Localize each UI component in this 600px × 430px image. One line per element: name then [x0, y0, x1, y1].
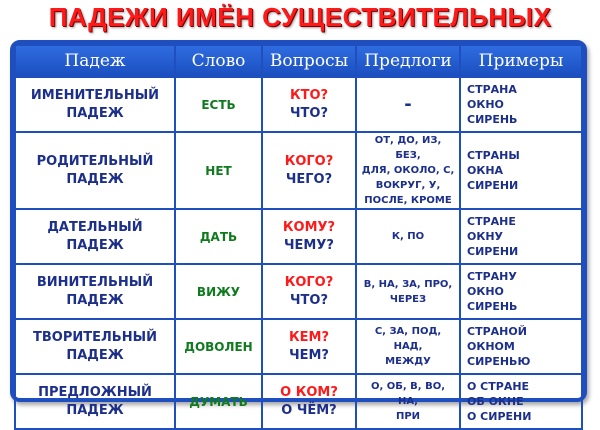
prepositions-cell — [356, 209, 460, 264]
preposition-line: ОТ, ДО, ИЗ, БЕЗ, — [374, 135, 442, 161]
case-name-cell — [15, 264, 175, 319]
case-name-cell — [15, 77, 175, 132]
auxiliary-word: ЕСТЬ — [175, 77, 262, 132]
preposition-line: ЧЕРЕЗ — [389, 293, 427, 305]
auxiliary-word: ДУМАТЬ — [175, 374, 262, 429]
example-word: СИРЕНИ — [467, 179, 519, 192]
prepositions-cell — [356, 319, 460, 374]
preposition-line: ПРИ — [395, 411, 421, 422]
question-animate: КЕМ? — [289, 329, 329, 345]
examples-cell — [460, 77, 582, 132]
example-word: СТРАНЫ — [467, 149, 520, 162]
example-word: ОБ ОКНЕ — [467, 395, 524, 408]
auxiliary-word: НЕТ — [175, 132, 262, 209]
example-word: ОКНОМ — [467, 340, 515, 353]
case-word-padezh: ПАДЕЖ — [66, 402, 124, 418]
questions-cell — [262, 209, 356, 264]
example-word: О СИРЕНИ — [467, 410, 532, 423]
case-name: ВИНИТЕЛЬНЫЙ — [36, 274, 154, 290]
question-animate: КТО? — [289, 87, 329, 103]
prepositions-cell — [356, 132, 460, 209]
question-animate: КОМУ? — [282, 219, 336, 235]
case-name: ПРЕДЛОЖНЫЙ — [38, 384, 152, 400]
questions-cell — [262, 264, 356, 319]
case-name: ТВОРИТЕЛЬНЫЙ — [33, 329, 157, 345]
auxiliary-word: ДАТЬ — [175, 209, 262, 264]
example-word: СИРЕНЬ — [467, 113, 518, 126]
question-animate: КОГО? — [284, 274, 334, 290]
table-row — [15, 132, 582, 209]
questions-cell — [262, 319, 356, 374]
examples-cell — [460, 319, 582, 374]
table-row — [15, 374, 582, 429]
examples-cell — [460, 132, 582, 209]
example-word: О СТРАНЕ — [467, 380, 530, 393]
example-word: СТРАНОЙ — [467, 325, 527, 338]
case-name-cell — [15, 132, 175, 209]
preposition-line: ДЛЯ, ОКОЛО, С, — [361, 165, 455, 176]
page-title: ПАДЕЖИ ИМЁН СУЩЕСТВИТЕЛЬНЫХ — [48, 2, 552, 32]
question-inanimate: ЧЕГО? — [285, 171, 333, 187]
question-inanimate: О ЧЁМ? — [281, 402, 337, 418]
case-name: ИМЕНИТЕЛЬНЫЙ — [30, 87, 160, 103]
case-word-padezh: ПАДЕЖ — [66, 347, 124, 363]
example-word: СТРАНУ — [467, 270, 517, 283]
example-word: ОКНО — [467, 285, 504, 298]
question-inanimate: ЧЕМ? — [289, 347, 329, 363]
prepositions-cell — [356, 77, 460, 132]
preposition-line: С, ЗА, ПОД, НАД, — [374, 326, 442, 352]
example-word: СТРАНЕ — [467, 215, 516, 228]
example-word: СИРЕНЬ — [467, 300, 518, 313]
examples-cell — [460, 264, 582, 319]
auxiliary-word: ВИЖУ — [175, 264, 262, 319]
questions-cell — [262, 374, 356, 429]
preposition-line: ПОСЛЕ, КРОМЕ — [364, 195, 452, 206]
case-word-padezh: ПАДЕЖ — [66, 171, 124, 187]
prepositions-cell — [356, 374, 460, 429]
question-animate: О КОМ? — [280, 384, 338, 400]
case-name-cell — [15, 374, 175, 429]
auxiliary-word: ДОВОЛЕН — [175, 319, 262, 374]
table-row — [15, 209, 582, 264]
table-row — [15, 77, 582, 132]
preposition-line: - — [404, 94, 412, 115]
case-name: РОДИТЕЛЬНЫЙ — [36, 153, 154, 169]
table-header-row — [15, 45, 582, 77]
header-examples: Примеры — [460, 45, 582, 77]
question-animate: КОГО? — [284, 153, 334, 169]
question-inanimate: ЧЕМУ? — [284, 237, 334, 253]
examples-cell — [460, 209, 582, 264]
case-word-padezh: ПАДЕЖ — [66, 105, 124, 121]
question-inanimate: ЧТО? — [290, 292, 328, 308]
case-name-cell — [15, 209, 175, 264]
example-word: СИРЕНИ — [467, 245, 519, 258]
preposition-line: В, НА, ЗА, ПРО, — [363, 278, 453, 290]
preposition-line: К, ПО — [391, 231, 425, 242]
case-name-cell — [15, 319, 175, 374]
cases-table-frame — [10, 40, 587, 423]
example-word: СИРЕНЬЮ — [467, 355, 531, 368]
preposition-line: ВОКРУГ, У, — [375, 180, 441, 191]
example-word: ОКНО — [467, 98, 504, 111]
questions-cell — [262, 77, 356, 132]
header-word: Слово — [175, 45, 262, 77]
example-word: СТРАНА — [467, 83, 517, 96]
preposition-line: МЕЖДУ — [385, 356, 431, 367]
example-word: ОКНА — [467, 164, 504, 177]
cases-table — [14, 44, 583, 430]
header-prepositions: Предлоги — [356, 45, 460, 77]
header-questions: Вопросы — [262, 45, 356, 77]
examples-cell — [460, 374, 582, 429]
case-word-padezh: ПАДЕЖ — [66, 292, 124, 308]
table-row — [15, 264, 582, 319]
header-case: Падеж — [15, 45, 175, 77]
table-row — [15, 319, 582, 374]
prepositions-cell — [356, 264, 460, 319]
case-name: ДАТЕЛЬНЫЙ — [47, 219, 143, 235]
questions-cell — [262, 132, 356, 209]
case-word-padezh: ПАДЕЖ — [66, 237, 124, 253]
example-word: ОКНУ — [467, 230, 504, 243]
question-inanimate: ЧТО? — [290, 105, 328, 121]
preposition-line: О, ОБ, В, ВО, НА, — [370, 381, 445, 407]
